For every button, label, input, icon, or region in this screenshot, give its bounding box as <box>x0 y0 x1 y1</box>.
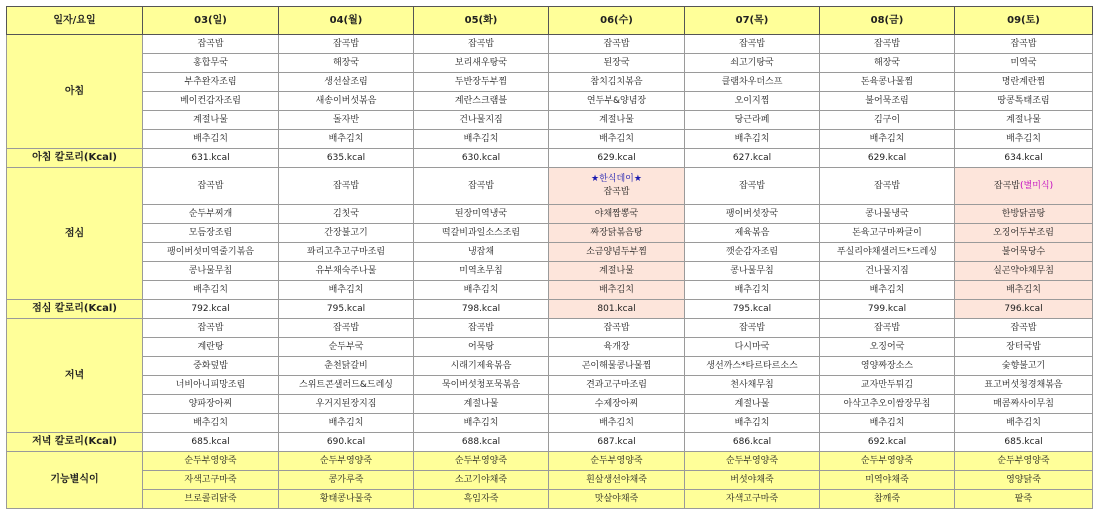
breakfast-calorie-value: 629.kcal <box>549 149 685 168</box>
lunch-item: 잡곡밥 <box>279 168 414 205</box>
breakfast-item: 보리새우탕국 <box>414 54 549 73</box>
lunch-item: 깻순감자조림 <box>685 243 820 262</box>
breakfast-item: 된장국 <box>549 54 685 73</box>
dinner-item: 배추김치 <box>955 414 1093 433</box>
special-item: 미역야채죽 <box>820 471 955 490</box>
dinner-item: 배추김치 <box>820 414 955 433</box>
breakfast-item: 클램차우더스프 <box>685 73 820 92</box>
dinner-item: 수제장아찌 <box>549 395 685 414</box>
dinner-calorie-value: 685.kcal <box>955 433 1093 452</box>
breakfast-calorie-value: 630.kcal <box>414 149 549 168</box>
special-row <box>7 490 1093 509</box>
lunch-rice: 잡곡밥 <box>603 187 630 197</box>
special-item: 순두부영양죽 <box>820 452 955 471</box>
lunch-item: 유부채숙주나물 <box>279 262 414 281</box>
lunch-label: 점심 <box>7 168 143 300</box>
dinner-item: 아삭고추오이쌈장무침 <box>820 395 955 414</box>
breakfast-calorie-value: 631.kcal <box>143 149 279 168</box>
lunch-item: 짜장닭볶음탕 <box>549 224 685 243</box>
breakfast-label: 아침 <box>7 35 143 149</box>
dinner-item: 매콤짜사이무침 <box>955 395 1093 414</box>
lunch-item: 잡곡밥 <box>143 168 279 205</box>
dinner-calorie-row <box>7 433 1093 452</box>
dinner-item: 견과고구마조림 <box>549 376 685 395</box>
dinner-item: 육개장 <box>549 338 685 357</box>
lunch-item: 잡곡밥 <box>414 168 549 205</box>
lunch-item: 콩나물무침 <box>143 262 279 281</box>
breakfast-calorie-value: 629.kcal <box>820 149 955 168</box>
breakfast-item: 부추완자조림 <box>143 73 279 92</box>
breakfast-item: 배추김치 <box>143 130 279 149</box>
day-header-sun: 03(일) <box>143 7 279 35</box>
breakfast-item: 베이컨감자조림 <box>143 92 279 111</box>
dinner-row <box>7 357 1093 376</box>
special-item: 소고기야채죽 <box>414 471 549 490</box>
special-diet-label: 기능별식이 <box>7 452 143 509</box>
breakfast-item: 불어묵조림 <box>820 92 955 111</box>
dinner-row <box>7 376 1093 395</box>
dinner-item: 순두부국 <box>279 338 414 357</box>
special-item: 맛살야채죽 <box>549 490 685 509</box>
special-row <box>7 452 1093 471</box>
dinner-item: 다시마국 <box>685 338 820 357</box>
breakfast-item: 잡곡밥 <box>279 35 414 54</box>
lunch-item: 불어묵당수 <box>955 243 1093 262</box>
lunch-item: 소금양념두부찜 <box>549 243 685 262</box>
lunch-item: 실곤약야채무침 <box>955 262 1093 281</box>
lunch-item: 배추김치 <box>685 281 820 300</box>
lunch-calorie-label: 점심 칼로리(Kcal) <box>7 300 143 319</box>
special-item: 순두부영양죽 <box>955 452 1093 471</box>
breakfast-row <box>7 130 1093 149</box>
dinner-item: 잡곡밥 <box>685 319 820 338</box>
korean-day-note: ★한식데이★ <box>591 174 642 184</box>
lunch-item: 된장미역냉국 <box>414 205 549 224</box>
dinner-item: 계절나물 <box>414 395 549 414</box>
lunch-calorie-row <box>7 300 1093 319</box>
lunch-item: 배추김치 <box>820 281 955 300</box>
dinner-item: 잡곡밥 <box>955 319 1093 338</box>
dinner-item: 곤이해물콩나물찜 <box>549 357 685 376</box>
breakfast-item: 오이지찜 <box>685 92 820 111</box>
special-dish-note: (별미식) <box>1019 181 1054 191</box>
special-item: 순두부영양죽 <box>414 452 549 471</box>
breakfast-row <box>7 54 1093 73</box>
special-item: 흑임자죽 <box>414 490 549 509</box>
breakfast-item: 미역국 <box>955 54 1093 73</box>
lunch-item: 순두부찌개 <box>143 205 279 224</box>
special-item: 브로콜리닭죽 <box>143 490 279 509</box>
lunch-row <box>7 224 1093 243</box>
lunch-item: 콩나물무침 <box>685 262 820 281</box>
lunch-item: 팽이버섯장국 <box>685 205 820 224</box>
dinner-item: 스위트콘샐러드&드레싱 <box>279 376 414 395</box>
dinner-item: 잡곡밥 <box>414 319 549 338</box>
breakfast-item: 잡곡밥 <box>549 35 685 54</box>
breakfast-item: 연두부&양념장 <box>549 92 685 111</box>
special-item: 팥죽 <box>955 490 1093 509</box>
weekly-meal-table <box>6 6 1093 509</box>
header-row <box>7 7 1093 35</box>
dinner-row <box>7 319 1093 338</box>
date-day-header: 일자/요일 <box>7 7 143 35</box>
breakfast-item: 계절나물 <box>549 111 685 130</box>
lunch-calorie-value: 798.kcal <box>414 300 549 319</box>
breakfast-item: 당근라페 <box>685 111 820 130</box>
day-header-wed: 06(수) <box>549 7 685 35</box>
breakfast-item: 김구이 <box>820 111 955 130</box>
breakfast-item: 잡곡밥 <box>685 35 820 54</box>
lunch-item: 푸실리야채샐러드*드레싱 <box>820 243 955 262</box>
breakfast-calorie-value: 635.kcal <box>279 149 414 168</box>
breakfast-item: 두반장두부찜 <box>414 73 549 92</box>
special-item: 영양닭죽 <box>955 471 1093 490</box>
breakfast-calorie-row <box>7 149 1093 168</box>
lunch-calorie-value: 799.kcal <box>820 300 955 319</box>
lunch-item: 김칫국 <box>279 205 414 224</box>
dinner-item: 춘천닭갈비 <box>279 357 414 376</box>
dinner-calorie-value: 688.kcal <box>414 433 549 452</box>
dinner-label: 저녁 <box>7 319 143 433</box>
breakfast-item: 돈육콩나물찜 <box>820 73 955 92</box>
lunch-item: 모듬장조림 <box>143 224 279 243</box>
breakfast-item: 배추김치 <box>414 130 549 149</box>
special-item: 순두부영양죽 <box>143 452 279 471</box>
lunch-item: 계절나물 <box>549 262 685 281</box>
breakfast-item: 계란스크램블 <box>414 92 549 111</box>
dinner-calorie-value: 686.kcal <box>685 433 820 452</box>
breakfast-item: 계절나물 <box>955 111 1093 130</box>
dinner-calorie-value: 687.kcal <box>549 433 685 452</box>
special-item: 황태콩나물죽 <box>279 490 414 509</box>
dinner-item: 배추김치 <box>685 414 820 433</box>
dinner-item: 잡곡밥 <box>820 319 955 338</box>
dinner-row <box>7 414 1093 433</box>
special-row <box>7 471 1093 490</box>
lunch-item: 배추김치 <box>279 281 414 300</box>
breakfast-item: 해장국 <box>279 54 414 73</box>
lunch-item <box>955 168 1093 205</box>
breakfast-item: 홍합무국 <box>143 54 279 73</box>
dinner-item: 생선까스*타르타르소스 <box>685 357 820 376</box>
breakfast-calorie-value: 634.kcal <box>955 149 1093 168</box>
dinner-item: 배추김치 <box>143 414 279 433</box>
breakfast-item: 잡곡밥 <box>820 35 955 54</box>
lunch-item: 잡곡밥 <box>820 168 955 205</box>
breakfast-row <box>7 92 1093 111</box>
lunch-row <box>7 243 1093 262</box>
dinner-item: 배추김치 <box>279 414 414 433</box>
lunch-item: 팽이버섯미역줄기볶음 <box>143 243 279 262</box>
lunch-item: 한방닭곰탕 <box>955 205 1093 224</box>
breakfast-item: 새송이버섯볶음 <box>279 92 414 111</box>
breakfast-item: 계절나물 <box>143 111 279 130</box>
dinner-row <box>7 338 1093 357</box>
lunch-item: 제육볶음 <box>685 224 820 243</box>
lunch-rice: 잡곡밥 <box>993 181 1020 191</box>
dinner-item: 잡곡밥 <box>549 319 685 338</box>
lunch-calorie-value: 796.kcal <box>955 300 1093 319</box>
special-item: 콩가루죽 <box>279 471 414 490</box>
lunch-row <box>7 168 1093 205</box>
dinner-item: 표고버섯청경채볶음 <box>955 376 1093 395</box>
lunch-item: 꽈리고추고구마조림 <box>279 243 414 262</box>
lunch-calorie-value: 801.kcal <box>549 300 685 319</box>
dinner-item: 장터국밥 <box>955 338 1093 357</box>
breakfast-item: 배추김치 <box>955 130 1093 149</box>
lunch-item: 건나물지짐 <box>820 262 955 281</box>
breakfast-item: 배추김치 <box>549 130 685 149</box>
dinner-item: 배추김치 <box>414 414 549 433</box>
lunch-calorie-value: 795.kcal <box>279 300 414 319</box>
lunch-item: 배추김치 <box>143 281 279 300</box>
dinner-item: 잡곡밥 <box>279 319 414 338</box>
lunch-row <box>7 262 1093 281</box>
breakfast-item: 해장국 <box>820 54 955 73</box>
lunch-item: 돈육고구마짜글이 <box>820 224 955 243</box>
lunch-item: 배추김치 <box>549 281 685 300</box>
lunch-item: 배추김치 <box>955 281 1093 300</box>
breakfast-item: 건나물지짐 <box>414 111 549 130</box>
breakfast-item: 잡곡밥 <box>955 35 1093 54</box>
breakfast-item: 배추김치 <box>820 130 955 149</box>
breakfast-item: 생선살조림 <box>279 73 414 92</box>
breakfast-item: 명란계란찜 <box>955 73 1093 92</box>
lunch-item: 떡갈비과일소스조림 <box>414 224 549 243</box>
breakfast-row <box>7 35 1093 54</box>
breakfast-item: 잡곡밥 <box>414 35 549 54</box>
dinner-item: 어묵탕 <box>414 338 549 357</box>
lunch-item: 간장불고기 <box>279 224 414 243</box>
dinner-calorie-value: 685.kcal <box>143 433 279 452</box>
special-item: 흰살생선야채죽 <box>549 471 685 490</box>
dinner-item: 잡곡밥 <box>143 319 279 338</box>
dinner-item: 묵이버섯청포묵볶음 <box>414 376 549 395</box>
special-item: 자색고구마죽 <box>143 471 279 490</box>
breakfast-item: 쇠고기탕국 <box>685 54 820 73</box>
lunch-calorie-value: 795.kcal <box>685 300 820 319</box>
day-header-thu: 07(목) <box>685 7 820 35</box>
dinner-row <box>7 395 1093 414</box>
special-item: 순두부영양죽 <box>685 452 820 471</box>
lunch-item: 냉잡채 <box>414 243 549 262</box>
breakfast-item: 땅콩톡태조림 <box>955 92 1093 111</box>
special-item: 순두부영양죽 <box>279 452 414 471</box>
day-header-mon: 04(월) <box>279 7 414 35</box>
lunch-item: 잡곡밥 <box>685 168 820 205</box>
dinner-item: 영양짜장소스 <box>820 357 955 376</box>
lunch-calorie-value: 792.kcal <box>143 300 279 319</box>
lunch-item: 콩나물냉국 <box>820 205 955 224</box>
breakfast-item: 배추김치 <box>685 130 820 149</box>
dinner-calorie-value: 692.kcal <box>820 433 955 452</box>
lunch-item: 미역초무침 <box>414 262 549 281</box>
breakfast-row <box>7 111 1093 130</box>
day-header-sat: 09(토) <box>955 7 1093 35</box>
breakfast-calorie-value: 627.kcal <box>685 149 820 168</box>
dinner-item: 배추김치 <box>549 414 685 433</box>
dinner-item: 교자만두튀김 <box>820 376 955 395</box>
lunch-item <box>549 168 685 205</box>
breakfast-row <box>7 73 1093 92</box>
day-header-fri: 08(금) <box>820 7 955 35</box>
lunch-item: 야채짬뽕국 <box>549 205 685 224</box>
special-item: 참깨죽 <box>820 490 955 509</box>
breakfast-calorie-label: 아침 칼로리(Kcal) <box>7 149 143 168</box>
lunch-row <box>7 205 1093 224</box>
special-item: 자색고구마죽 <box>685 490 820 509</box>
special-item: 순두부영양죽 <box>549 452 685 471</box>
dinner-calorie-value: 690.kcal <box>279 433 414 452</box>
dinner-item: 너비아니피망조림 <box>143 376 279 395</box>
dinner-calorie-label: 저녁 칼로리(Kcal) <box>7 433 143 452</box>
breakfast-item: 잡곡밥 <box>143 35 279 54</box>
breakfast-item: 돌자반 <box>279 111 414 130</box>
breakfast-item: 참치김치볶음 <box>549 73 685 92</box>
day-header-tue: 05(화) <box>414 7 549 35</box>
lunch-item: 오징어두부조림 <box>955 224 1093 243</box>
special-item: 버섯야채죽 <box>685 471 820 490</box>
dinner-item: 오징어국 <box>820 338 955 357</box>
breakfast-item: 배추김치 <box>279 130 414 149</box>
dinner-item: 중화덮밥 <box>143 357 279 376</box>
dinner-item: 계란탕 <box>143 338 279 357</box>
dinner-item: 숯향불고기 <box>955 357 1093 376</box>
dinner-item: 천사채무침 <box>685 376 820 395</box>
lunch-item: 배추김치 <box>414 281 549 300</box>
dinner-item: 우거지된장지짐 <box>279 395 414 414</box>
dinner-item: 계절나물 <box>685 395 820 414</box>
dinner-item: 양파장아찌 <box>143 395 279 414</box>
lunch-row <box>7 281 1093 300</box>
dinner-item: 시래기제육볶음 <box>414 357 549 376</box>
